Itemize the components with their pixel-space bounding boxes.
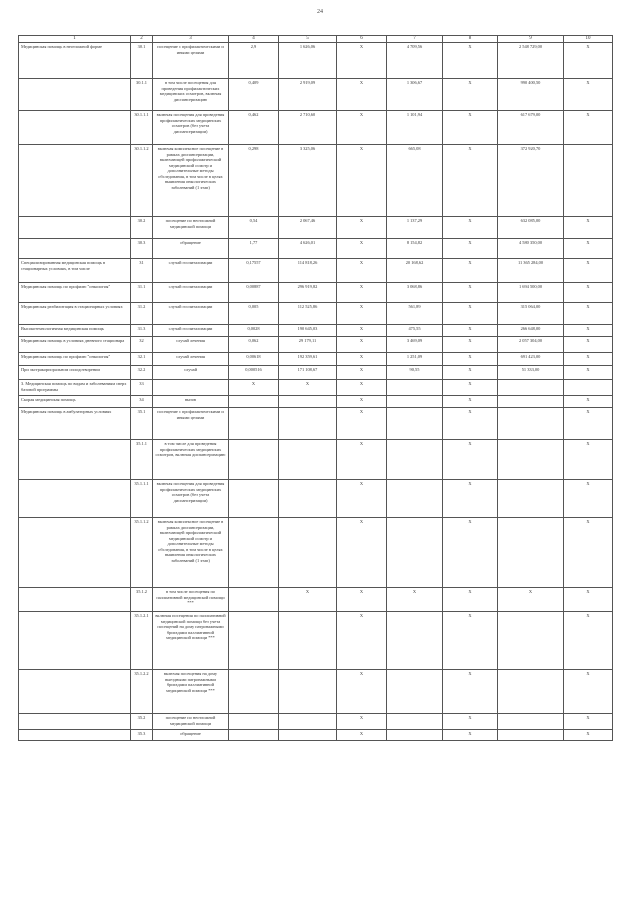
table-cell: 0,062	[229, 337, 279, 353]
col-header-1: 1	[19, 36, 131, 43]
col-header-4: 4	[229, 36, 279, 43]
table-cell: X	[337, 337, 387, 353]
table-cell: X	[564, 325, 613, 337]
table-cell	[279, 440, 337, 480]
table-cell: 171 108,67	[279, 366, 337, 380]
table-cell	[229, 396, 279, 408]
table-cell: 35.1.1.1	[131, 480, 153, 518]
table-cell: 114 818,26	[279, 259, 337, 283]
table-cell: X	[498, 588, 564, 612]
table-cell: X	[564, 217, 613, 239]
table-cell: 35.1.2.1	[131, 612, 153, 670]
table-cell: 0,298	[229, 145, 279, 217]
table-cell: 2,9	[229, 43, 279, 79]
table-cell: 3 068,86	[387, 283, 443, 303]
table-cell	[387, 670, 443, 714]
table-cell: 34	[131, 396, 153, 408]
table-row	[19, 480, 613, 518]
table-cell	[229, 408, 279, 440]
table-cell	[279, 612, 337, 670]
table-row	[19, 353, 613, 366]
table-cell: X	[337, 217, 387, 239]
table-cell: X	[564, 111, 613, 145]
table-cell: X	[564, 440, 613, 480]
table-cell: X	[443, 440, 498, 480]
header-row	[19, 36, 613, 43]
table-cell: 617 679,00	[498, 111, 564, 145]
table-cell: 11 365 284,00	[498, 259, 564, 283]
table-cell: включая посещения для проведения профилактических медицинских осмотров (без учета диспансеризации)	[153, 111, 229, 145]
table-cell: обращение	[153, 239, 229, 259]
table-cell: 632 085,00	[498, 217, 564, 239]
table-cell: X	[564, 283, 613, 303]
table-row	[19, 408, 613, 440]
table-cell: X	[337, 408, 387, 440]
table-cell: X	[443, 145, 498, 217]
table-cell: X	[337, 480, 387, 518]
table-cell: X	[443, 480, 498, 518]
table-cell: в том числе посещения для проведения профилактических медицинских осмотров, включая диспансеризацию	[153, 79, 229, 111]
table-cell: X	[564, 43, 613, 79]
table-cell	[19, 518, 131, 588]
table-row	[19, 79, 613, 111]
table-cell: X	[337, 79, 387, 111]
table-cell	[564, 380, 613, 396]
table-cell: 0,005	[229, 303, 279, 325]
table-cell: X	[337, 353, 387, 366]
table-cell	[279, 670, 337, 714]
table-cell: X	[564, 670, 613, 714]
table-cell: 372 920,70	[498, 145, 564, 217]
table-cell: X	[337, 396, 387, 408]
table-row	[19, 380, 613, 396]
col-header-10: 10	[564, 36, 613, 43]
table-cell: обращение	[153, 730, 229, 741]
table-cell: 561,89	[387, 303, 443, 325]
table-cell: 0,00887	[229, 283, 279, 303]
table-cell: X	[564, 239, 613, 259]
table-cell: 31.2	[131, 303, 153, 325]
table-cell: 0,17557	[229, 259, 279, 283]
table-cell	[19, 612, 131, 670]
table-cell	[498, 480, 564, 518]
table-row	[19, 588, 613, 612]
table-cell: 0,00618	[229, 353, 279, 366]
table-cell: X	[387, 588, 443, 612]
table-cell	[19, 588, 131, 612]
table-cell	[279, 730, 337, 741]
table-cell	[498, 612, 564, 670]
table-cell: 0,462	[229, 111, 279, 145]
table-cell: случай госпитализации	[153, 303, 229, 325]
table-cell	[153, 380, 229, 396]
table-cell: X	[337, 670, 387, 714]
table-cell: 20 168,62	[387, 259, 443, 283]
table-cell	[19, 111, 131, 145]
table-cell: X	[564, 588, 613, 612]
table-cell: 1 137,29	[387, 217, 443, 239]
table-cell: X	[337, 145, 387, 217]
table-cell: X	[443, 283, 498, 303]
table-cell: 35.1.1	[131, 440, 153, 480]
table-cell	[229, 730, 279, 741]
table-row	[19, 259, 613, 283]
table-cell	[387, 612, 443, 670]
table-cell: X	[443, 325, 498, 337]
table-cell: 2 057 304,00	[498, 337, 564, 353]
table-cell	[19, 239, 131, 259]
table-cell: Скорая медицинская помощь	[19, 396, 131, 408]
table-cell: X	[337, 588, 387, 612]
table-cell: посещение по неотложной медицинской помощи	[153, 217, 229, 239]
table-cell: X	[443, 303, 498, 325]
table-cell	[229, 588, 279, 612]
table-cell: 1 306,67	[387, 79, 443, 111]
table-cell	[229, 670, 279, 714]
table-cell: посещение по неотложной медицинской помощи	[153, 714, 229, 730]
col-header-8: 8	[443, 36, 498, 43]
table-cell: 3 469,09	[387, 337, 443, 353]
table-cell: X	[443, 337, 498, 353]
table-cell	[498, 670, 564, 714]
table-cell: 665,08	[387, 145, 443, 217]
table-cell: 1 251,09	[387, 353, 443, 366]
table-cell: 0,0028	[229, 325, 279, 337]
table-cell: 1 694 500,00	[498, 283, 564, 303]
table-cell: 8 154,82	[387, 239, 443, 259]
col-header-5: 5	[279, 36, 337, 43]
table-cell: 31	[131, 259, 153, 283]
table-cell: Высокотехнологичная медицинская помощь	[19, 325, 131, 337]
table-cell: 35.1.2	[131, 588, 153, 612]
table-cell	[498, 730, 564, 741]
table-cell: X	[443, 714, 498, 730]
table-cell: X	[337, 518, 387, 588]
table-cell: X	[564, 396, 613, 408]
table-cell: 2 710,60	[279, 111, 337, 145]
table-row	[19, 239, 613, 259]
table-cell: При экстракорпоральном оплодотворении	[19, 366, 131, 380]
table-cell	[387, 730, 443, 741]
table-cell	[498, 408, 564, 440]
table-cell: 90,55	[387, 366, 443, 380]
table-row	[19, 145, 613, 217]
table-cell: X	[337, 612, 387, 670]
table-cell: 112 525,86	[279, 303, 337, 325]
table-cell: 32	[131, 337, 153, 353]
table-cell: 266 648,00	[498, 325, 564, 337]
table-cell: X	[564, 353, 613, 366]
table-cell	[498, 440, 564, 480]
table-cell: X	[337, 325, 387, 337]
table-row	[19, 670, 613, 714]
table-row	[19, 518, 613, 588]
table-cell: 4 709,56	[387, 43, 443, 79]
table-cell	[387, 518, 443, 588]
table-cell: X	[337, 440, 387, 480]
table-cell	[19, 217, 131, 239]
table-cell: в том числе для проведения профилактических медицинских осмотров, включая диспансеризацию	[153, 440, 229, 480]
table-cell: Медицинская помощь в амбулаторных условиях	[19, 408, 131, 440]
table-cell: 1 101,94	[387, 111, 443, 145]
table-cell: X	[337, 366, 387, 380]
table-cell: 35.3	[131, 730, 153, 741]
table-row	[19, 325, 613, 337]
table-cell: случай госпитализации	[153, 283, 229, 303]
table-cell: X	[337, 714, 387, 730]
table-cell	[229, 480, 279, 518]
table-cell: X	[337, 239, 387, 259]
table-cell: X	[443, 408, 498, 440]
table-cell: X	[337, 259, 387, 283]
table-cell	[229, 440, 279, 480]
table-cell: X	[443, 259, 498, 283]
col-header-7: 7	[387, 36, 443, 43]
table-cell: X	[229, 380, 279, 396]
table-cell: вызов	[153, 396, 229, 408]
table-cell: случай госпитализации	[153, 259, 229, 283]
table-cell: 0,54	[229, 217, 279, 239]
table-cell: 190 645,03	[279, 325, 337, 337]
table-cell: X	[443, 396, 498, 408]
col-header-2: 2	[131, 36, 153, 43]
table-cell: 30.3	[131, 239, 153, 259]
table-cell: 51 333,00	[498, 366, 564, 380]
table-cell	[229, 714, 279, 730]
table-cell: Медицинская помощь по профилю "онкология"	[19, 353, 131, 366]
table-cell: X	[443, 111, 498, 145]
table-cell: 296 919,82	[279, 283, 337, 303]
table-cell: 4 580 350,00	[498, 239, 564, 259]
table-cell: Медицинская помощь в условиях дневного стационара	[19, 337, 131, 353]
table-cell	[498, 396, 564, 408]
table-cell: 1 626,06	[279, 43, 337, 79]
table-row	[19, 217, 613, 239]
table-cell: X	[564, 259, 613, 283]
table-cell: Медицинская помощь в неотложной форме	[19, 43, 131, 79]
table-cell: X	[337, 111, 387, 145]
table-cell: 0,000516	[229, 366, 279, 380]
table-cell: 33	[131, 380, 153, 396]
table-cell: 3. Медицинская помощь по видам и заболеваниям сверх базовой программы	[19, 380, 131, 396]
table-row	[19, 43, 613, 79]
table-row	[19, 303, 613, 325]
table-cell: в том числе посещения по паллиативной медицинской помощи ***	[153, 588, 229, 612]
table-cell: X	[443, 518, 498, 588]
table-cell: X	[564, 303, 613, 325]
table-cell: X	[337, 730, 387, 741]
table-cell	[279, 714, 337, 730]
table-cell: X	[564, 480, 613, 518]
table-cell	[387, 714, 443, 730]
table-cell: 32.2	[131, 366, 153, 380]
table-cell: X	[564, 337, 613, 353]
table-cell: 691 423,00	[498, 353, 564, 366]
table-cell: X	[443, 239, 498, 259]
table-cell: Медицинская помощь по профилю "онкология"	[19, 283, 131, 303]
table-cell: X	[443, 380, 498, 396]
table-cell: X	[443, 612, 498, 670]
table-cell: X	[564, 714, 613, 730]
table-cell: 2 548 729,00	[498, 43, 564, 79]
table-cell: Медицинская реабилитация в стационарных условиях	[19, 303, 131, 325]
table-cell: включая посещения для проведения профилактических медицинских осмотров (без учета диспансеризации)	[153, 480, 229, 518]
table-row	[19, 714, 613, 730]
page-number: 24	[317, 9, 323, 15]
table-cell: 30.1.1.2	[131, 145, 153, 217]
table-cell: 315 064,00	[498, 303, 564, 325]
table-cell: случай лечения	[153, 353, 229, 366]
table-cell: X	[443, 588, 498, 612]
table-cell: 3 325,06	[279, 145, 337, 217]
table-cell: случай госпитализации	[153, 325, 229, 337]
table-cell: X	[564, 518, 613, 588]
table-cell	[19, 730, 131, 741]
table-cell: X	[564, 79, 613, 111]
col-header-3: 3	[153, 36, 229, 43]
col-header-9: 9	[498, 36, 564, 43]
table-cell: X	[279, 588, 337, 612]
table-cell: X	[443, 353, 498, 366]
table-cell	[19, 440, 131, 480]
table-row	[19, 612, 613, 670]
table-cell: 1,77	[229, 239, 279, 259]
table-cell: X	[564, 612, 613, 670]
table-cell: X	[337, 283, 387, 303]
table-row	[19, 337, 613, 353]
table-cell: X	[443, 730, 498, 741]
table-cell: 2 067,46	[279, 217, 337, 239]
tariff-table	[18, 35, 613, 741]
table-cell: 32.1	[131, 353, 153, 366]
table-cell	[564, 145, 613, 217]
table-cell: 35.2	[131, 714, 153, 730]
table-cell: включая посещения по паллиативной медицинской помощи без учета посещений на дому патронажными бригадами паллиативной медицинской помощи ***	[153, 612, 229, 670]
table-cell	[387, 440, 443, 480]
table-cell: X	[443, 366, 498, 380]
table-cell	[19, 714, 131, 730]
table-cell: 35.1	[131, 408, 153, 440]
table-cell	[279, 396, 337, 408]
table-cell	[387, 480, 443, 518]
table-cell	[387, 396, 443, 408]
table-cell	[498, 714, 564, 730]
table-row	[19, 366, 613, 380]
table-row	[19, 396, 613, 408]
table-cell	[229, 518, 279, 588]
table-cell: 4 626,01	[279, 239, 337, 259]
table-cell	[387, 408, 443, 440]
table-cell: 31.3	[131, 325, 153, 337]
table-cell: X	[337, 380, 387, 396]
table-cell: 192 359,61	[279, 353, 337, 366]
table-row	[19, 730, 613, 741]
table-cell: включая комплексное посещение в рамках диспансеризации, включающей профилактический медицинский осмотр и дополнительные методы обследования, в том числе в целях выявления онкологических заболеваний (1 этап)	[153, 145, 229, 217]
table-cell: 990 400,50	[498, 79, 564, 111]
table-cell: посещение с профилактическими и иными целями	[153, 43, 229, 79]
table-row	[19, 111, 613, 145]
table-cell: включая комплексное посещение в рамках диспансеризации, включающей профилактический медицинский осмотр и дополнительные методы обследования, в том числе в целях выявления онкологических заболеваний (1 этап)	[153, 518, 229, 588]
table-row	[19, 283, 613, 303]
table-row	[19, 440, 613, 480]
table-cell: 35.1.2.2	[131, 670, 153, 714]
table-cell	[19, 145, 131, 217]
table-cell: 30.1.1	[131, 79, 153, 111]
table-cell: 30.1	[131, 43, 153, 79]
table-cell: X	[564, 366, 613, 380]
table-cell: случай лечения	[153, 337, 229, 353]
table-cell	[19, 79, 131, 111]
table-cell	[498, 518, 564, 588]
table-cell	[279, 480, 337, 518]
table-cell	[19, 480, 131, 518]
table-cell	[19, 670, 131, 714]
table-cell	[387, 380, 443, 396]
col-header-6: 6	[337, 36, 387, 43]
table-cell: X	[564, 408, 613, 440]
table-cell	[279, 408, 337, 440]
table-cell: 31.1	[131, 283, 153, 303]
table-cell: X	[443, 79, 498, 111]
table-cell: X	[279, 380, 337, 396]
table-cell: X	[443, 43, 498, 79]
table-cell	[229, 612, 279, 670]
table-cell: 35.1.1.2	[131, 518, 153, 588]
table-cell: X	[337, 43, 387, 79]
table-cell: 30.2	[131, 217, 153, 239]
table-cell: посещение с профилактическими и иными целями	[153, 408, 229, 440]
table-cell: X	[564, 730, 613, 741]
table-cell: 475,55	[387, 325, 443, 337]
table-cell: 30.1.1.1	[131, 111, 153, 145]
table-cell: случай	[153, 366, 229, 380]
table-cell: 2 919,09	[279, 79, 337, 111]
table-cell: включая посещения на дому выездными патронажными бригадами паллиативной медицинской помощи ***	[153, 670, 229, 714]
table-cell: X	[337, 303, 387, 325]
table-cell	[498, 380, 564, 396]
table-cell	[279, 518, 337, 588]
table-cell: Специализированная медицинская помощь в стационарных условиях, в том числе	[19, 259, 131, 283]
table-cell: X	[443, 670, 498, 714]
table-cell: X	[443, 217, 498, 239]
table-cell: 0,409	[229, 79, 279, 111]
table-cell: 29 179,11	[279, 337, 337, 353]
